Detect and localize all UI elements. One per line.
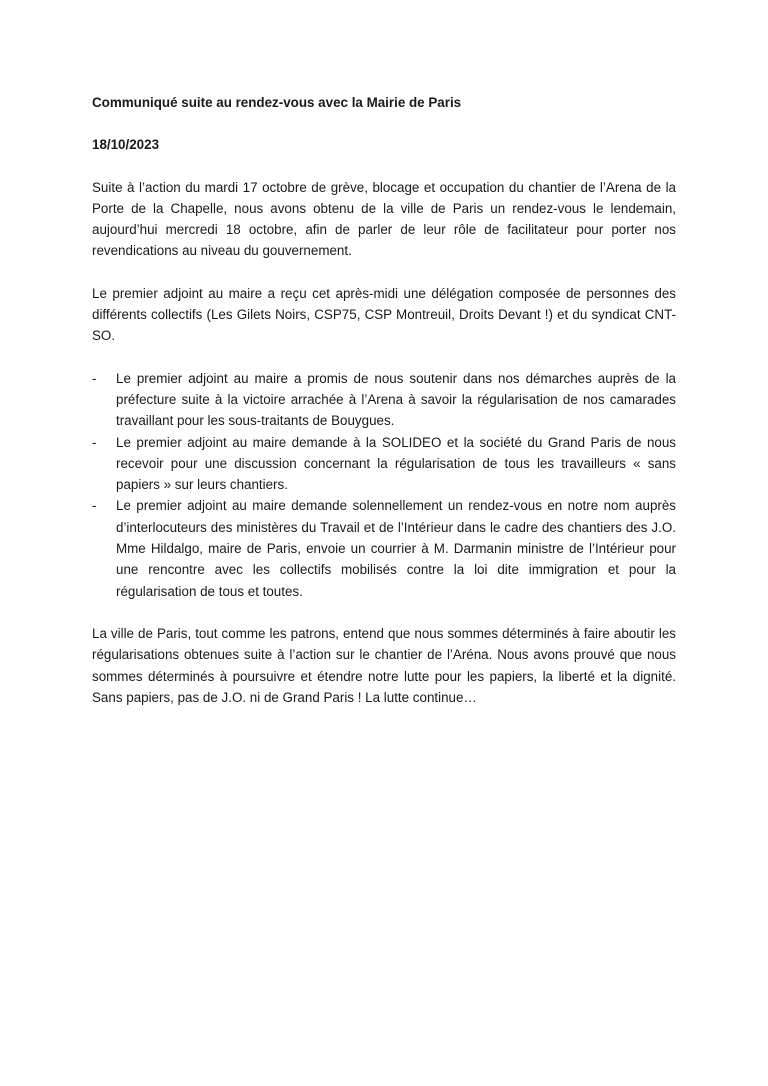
bullet-text: Le premier adjoint au maire demande à la SOLIDEO et la société du Grand Paris de nous recevoir pour une discussion concernant la régularisation de tous les travailleurs « sans papiers » sur leurs chantiers. — [116, 434, 676, 493]
bullet-dash: - — [92, 498, 97, 514]
paragraph-delegation: Le premier adjoint au maire a reçu cet après-midi une délégation composée de personnes des différents collectifs (Les Gilets Noirs, CSP75, CSP Montreuil, Droits Devant !) et du syndicat CNT-SO. — [92, 285, 676, 344]
bullet-dash: - — [92, 434, 97, 450]
paragraph-intro: Suite à l’action du mardi 17 octobre de grève, blocage et occupation du chantier de l’Arena de la Porte de la Chapelle, nous avons obtenu de la ville de Paris un rendez-vous le lendemain, aujourd’hui mercredi 18 octobre, afin de parler de leur rôle de facilitateur pour porter nos revendications au niveau du gouvernement. — [92, 179, 676, 259]
bullet-list — [92, 368, 676, 602]
document-date: 18/10/2023 — [92, 137, 160, 153]
bullet-text: Le premier adjoint au maire a promis de nous soutenir dans nos démarches auprès de la préfecture suite à la victoire arrachée à l’Arena à savoir la régularisation de nos camarades travaillant pour les sous-traitants de Bouygues. — [116, 370, 676, 429]
document-page — [92, 92, 676, 729]
bullet-item — [92, 368, 676, 432]
bullet-dash: - — [92, 370, 97, 386]
document-title: Communiqué suite au rendez-vous avec la Mairie de Paris — [92, 95, 462, 110]
paragraph-closing: La ville de Paris, tout comme les patrons, entend que nous sommes déterminés à faire aboutir les régularisations obtenues suite à l’action sur le chantier de l’Aréna. Nous avons prouvé que nous sommes déterminés à poursuivre et étendre notre lutte pour les papiers, la liberté et la dignité. Sans papiers, pas de J.O. ni de Grand Paris ! La lutte continue… — [92, 625, 676, 705]
bullet-item — [92, 432, 676, 496]
bullet-item — [92, 495, 676, 601]
bullet-text: Le premier adjoint au maire demande solennellement un rendez-vous en notre nom auprès d’interlocuteurs des ministères du Travail et de l’Intérieur dans le cadre des chantiers des J.O. Mme Hildalgo, maire de Paris, envoie un courrier à M. Darmanin ministre de l’Intérieur pour une rencontre avec les collectifs mobilisés contre la loi dite immigration et pour la régularisation de tous et toutes. — [116, 498, 676, 599]
